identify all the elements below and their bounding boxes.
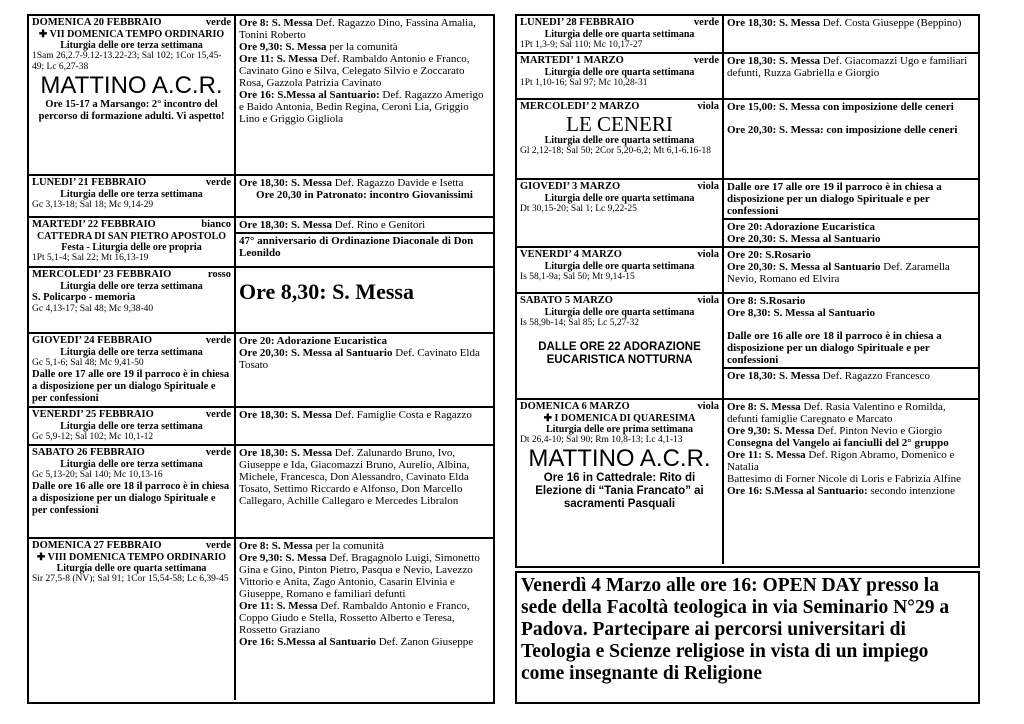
readings: Is 58,1-9a; Sal 50; Mt 9,14-15 xyxy=(520,272,635,282)
liturgy-week: Liturgia delle ore quarta settimana xyxy=(544,193,695,204)
liturgical-color: viola xyxy=(697,401,719,412)
day-header xyxy=(32,177,231,189)
event-line xyxy=(727,124,975,136)
readings: 1Pt 5,1-4; Sal 22; Mt 16,13-19 xyxy=(32,253,149,263)
event-intention: Def. Giacomazzi Ugo e familiari defunti, Ruzza Gabriella e Giorgio xyxy=(727,55,968,79)
events-list xyxy=(236,334,493,406)
event-intention: Def. Cavinato Elda Tosato xyxy=(239,347,480,371)
event-line xyxy=(239,636,490,648)
day-info xyxy=(29,408,236,444)
day-date: MARTEDI’ 1 MARZO xyxy=(520,55,624,66)
day-date: MARTEDI’ 22 FEBBRAIO xyxy=(32,219,156,230)
event-intention: Def. Zalunardo Bruno, Ivo, Giuseppe e Ida, Giacomazzi Bruno, Aurelio, Albina, Michele, Francesca, Don Alessandro, Cavinato Elda Tosato, Settimo Riccardo e Alfonso, Don Marcello Callegaro, Achille Callegaro e Mercedes Libralon xyxy=(239,447,470,507)
saint-memorial: S. Policarpo - memoria xyxy=(32,292,136,303)
event-mass: S. Messa xyxy=(282,41,327,53)
day-date: VENERDI’ 4 MARZO xyxy=(520,249,622,260)
event-line xyxy=(727,295,975,307)
event-time: Ore 18,30: xyxy=(239,219,289,231)
day-header xyxy=(520,17,719,29)
event-line xyxy=(727,307,975,319)
day-info xyxy=(517,248,724,292)
event-line xyxy=(239,177,490,189)
event-time: Consegna del Vangelo ai fanciulli del 2° gruppo xyxy=(727,437,949,449)
day-feast-title: LE CENERI xyxy=(566,112,673,136)
events-list xyxy=(724,400,978,564)
day-header xyxy=(520,249,719,261)
day-date: DOMENICA 20 FEBBRAIO xyxy=(32,17,162,28)
readings: 1Pt 1,3-9; Sal 110; Mc 10,17-27 xyxy=(520,40,643,50)
liturgical-color: verde xyxy=(205,540,231,551)
liturgical-color: viola xyxy=(697,249,719,260)
event-intention: Def. Pinton Nevio e Giorgio xyxy=(814,425,943,437)
day-info xyxy=(29,334,236,406)
event-line xyxy=(239,552,490,600)
event-line xyxy=(727,249,975,261)
event-time: Ore 8: xyxy=(239,17,270,29)
cross-icon: ✚ xyxy=(36,552,46,563)
day-date: SABATO 5 MARZO xyxy=(520,295,613,306)
events-list xyxy=(236,539,493,700)
event-intention: per la comunità xyxy=(312,540,384,552)
event-line xyxy=(727,485,975,497)
event-line xyxy=(727,261,975,285)
day-date: SABATO 26 FEBBRAIO xyxy=(32,447,145,458)
event-time: Ore 8: xyxy=(239,540,270,552)
right-day-row-5 xyxy=(517,294,978,400)
right-day-row-0 xyxy=(517,16,978,54)
event-mass: S. Messa xyxy=(288,409,332,421)
event-time: Ore 20,30 in Patronato: incontro Giovanissimi xyxy=(256,189,473,201)
day-header xyxy=(520,55,719,67)
readings: Gl 2,12-18; Sal 50; 2Cor 5,20-6,2; Mt 6,1-6.16-18 xyxy=(520,146,712,156)
event-line xyxy=(727,401,975,425)
readings: Gc 5,9-12; Sal 102; Mc 10,1-12 xyxy=(32,432,154,442)
event-time: Ore 8: S.Rosario xyxy=(727,295,806,307)
event-line xyxy=(239,17,490,41)
day-info xyxy=(29,218,236,266)
event-line xyxy=(239,447,490,507)
left-day-row-3 xyxy=(29,268,493,334)
event-intention: Def. Rambaldo Antonio e Franco, Coppo Giudo e Stella, Rossetto Alberto e Teresa, Rossetto Graziano xyxy=(239,600,470,636)
day-info xyxy=(29,446,236,537)
day-header xyxy=(520,401,719,413)
event-intention: Def. Ragazzo Francesco xyxy=(820,370,930,382)
event-time: Ore 18,30: xyxy=(727,370,777,382)
event-mass: S. Messa xyxy=(776,55,820,67)
day-header xyxy=(32,447,231,459)
right-day-row-3 xyxy=(517,180,978,248)
cross-icon: ✚ xyxy=(543,413,553,424)
event-intention: Def. Bragagnolo Luigi, Simonetto Gina e Gino, Pinton Pietro, Pasqua e Nevio, Lavezzo Vittorio e Anita, Zago Antonio, Casarin Elvinia e Giuseppe, Romano e familiari defunti xyxy=(239,552,480,600)
day-date: DOMENICA 27 FEBBRAIO xyxy=(32,540,162,551)
event-time: Ore 16: xyxy=(239,636,275,648)
day-note: Dalle ore 16 alle ore 18 il parroco è in chiesa a disposizione per un dialogo Spirituale e per confessioni xyxy=(32,481,230,516)
day-subtitle xyxy=(32,552,231,563)
day-date: GIOVEDI’ 24 FEBBRAIO xyxy=(32,335,152,346)
event-mass: S. Messa xyxy=(288,219,332,231)
event-intention: Def. Ragazzo Dino, Fassina Amalia, Tonini Roberto xyxy=(239,17,476,41)
liturgical-color: verde xyxy=(205,409,231,420)
day-info xyxy=(517,294,724,398)
event-mass: S. Messa xyxy=(757,401,801,413)
liturgical-color: viola xyxy=(697,295,719,306)
readings: Gc 5,1-6; Sal 48; Mc 9,41-50 xyxy=(32,358,144,368)
right-day-row-6 xyxy=(517,400,978,564)
day-info xyxy=(517,180,724,246)
event-line xyxy=(239,335,490,347)
event-line xyxy=(727,233,975,245)
liturgy-week: Liturgia delle ore quarta settimana xyxy=(544,261,695,272)
day-date: GIOVEDI’ 3 MARZO xyxy=(520,181,621,192)
events-list xyxy=(724,100,978,178)
events-list xyxy=(236,408,493,444)
mass-highlight: Ore 8,30: S. Messa xyxy=(239,279,414,304)
liturgical-color: viola xyxy=(697,181,719,192)
event-line xyxy=(239,409,490,421)
day-subtitle-text: I DOMENICA DI QUARESIMA xyxy=(554,413,696,424)
event-time: Ore 9,30: xyxy=(239,552,283,564)
event-time: Dalle ore 17 alle ore 19 il parroco è in chiesa a disposizione per un dialogo Spirituale e per confessioni xyxy=(727,181,942,217)
day-header xyxy=(520,181,719,193)
event-line xyxy=(239,189,490,201)
events-list xyxy=(724,54,978,98)
events-list xyxy=(236,446,493,537)
event-intention: Def. Rino e Genitori xyxy=(332,219,426,231)
day-date: MERCOLEDI’ 23 FEBBRAIO xyxy=(32,269,172,280)
event-intention: per la comunità xyxy=(326,41,398,53)
event-mass: S. Messa xyxy=(269,17,313,29)
event-time: Ore 16: xyxy=(239,89,275,101)
event-line xyxy=(727,55,975,79)
event-intention: Def. Zanon Giuseppe xyxy=(376,636,474,648)
event-time: Ore 20,30: S. Messa al Santuario xyxy=(727,233,881,245)
event-mass: S. Messa xyxy=(288,177,332,189)
liturgical-color: viola xyxy=(697,101,719,112)
left-page xyxy=(27,14,495,704)
event-time: Ore 16: S.Messa al Santuario: xyxy=(727,485,868,497)
left-day-row-7 xyxy=(29,539,493,700)
day-info xyxy=(29,16,236,174)
day-subtitle-text: CATTEDRA DI SAN PIETRO APOSTOLO xyxy=(36,231,227,242)
readings: Dt 30,15-20; Sal 1; Lc 9,22-25 xyxy=(520,204,637,214)
liturgical-color: verde xyxy=(205,17,231,28)
left-day-row-6 xyxy=(29,446,493,539)
day-info xyxy=(517,400,724,564)
event-line xyxy=(727,330,975,366)
event-intention: Def. Rambaldo Antonio e Franco, Cavinato Gino e Silva, Celegato Silvio e Zoccarato Rosa, Gazzola Patrizia Cavinato xyxy=(239,53,470,89)
event-line xyxy=(239,540,490,552)
event-line xyxy=(239,219,490,231)
day-info xyxy=(29,539,236,700)
day-highlight: Ore 16 in Cattedrale: Rito di Elezione di “Tania Francato” ai sacramenti Pasquali xyxy=(535,472,704,510)
day-note: Ore 15-17 a Marsango: 2° incontro del percorso di formazione adulti. Vi aspetto! xyxy=(38,99,225,122)
acr-title: MATTINO A.C.R. xyxy=(528,445,711,472)
day-header xyxy=(32,269,231,281)
events-list xyxy=(724,16,978,52)
open-day-notice: Venerdì 4 Marzo alle ore 16: OPEN DAY presso la sede della Facoltà teologica in via Seminario N°29 a Padova. Partecipare ai percorsi universitari di Teologia e Scienze religiose in vista di un impiego come insegnante di Religione xyxy=(515,571,980,704)
liturgy-week: Liturgia delle ore quarta settimana xyxy=(544,307,695,318)
event-time: Ore 20,30: S. Messa al Santuario xyxy=(727,261,881,273)
liturgical-color: verde xyxy=(693,17,719,28)
liturgy-week: Liturgia delle ore quarta settimana xyxy=(544,67,695,78)
day-date: DOMENICA 6 MARZO xyxy=(520,401,630,412)
day-header xyxy=(32,540,231,552)
liturgy-week: Liturgia delle ore quarta settimana xyxy=(544,29,695,40)
day-header xyxy=(520,295,719,307)
readings: 1Pt 1,10-16; Sal 97; Mc 10,28-31 xyxy=(520,78,648,88)
event-mass: S.Messa al Santuario: xyxy=(274,89,380,101)
event-line xyxy=(727,101,975,113)
day-info xyxy=(29,176,236,216)
day-header xyxy=(32,409,231,421)
event-line xyxy=(239,347,490,371)
liturgy-week: Liturgia delle ore quarta settimana xyxy=(544,135,695,146)
event-time: Ore 20,30: S. Messa al Santuario xyxy=(239,347,393,359)
liturgical-color: bianco xyxy=(201,219,231,230)
liturgical-color: verde xyxy=(205,447,231,458)
cross-icon: ✚ xyxy=(38,29,48,40)
event-line xyxy=(727,181,975,217)
event-mass: S. Messa xyxy=(776,370,820,382)
event-time: 47° anniversario di Ordinazione Diaconale di Don Leonildo xyxy=(239,235,474,259)
event-time: Ore 8,30: S. Messa al Santuario xyxy=(727,307,875,319)
event-time: Ore 20: S.Rosario xyxy=(727,249,811,261)
acr-title: MATTINO A.C.R. xyxy=(40,72,223,99)
event-time: Ore 15,00: S. Messa con imposizione delle ceneri xyxy=(727,101,954,113)
event-line xyxy=(727,437,975,449)
readings: Dt 26,4-10; Sal 90; Rm 10,8-13; Lc 4,1-13 xyxy=(520,435,683,445)
day-subtitle xyxy=(32,29,231,40)
event-time: Ore 20: Adorazione Eucaristica xyxy=(239,335,387,347)
events-list xyxy=(236,218,493,266)
right-day-row-1 xyxy=(517,54,978,100)
day-highlight: DALLE ORE 22 ADORAZIONE EUCARISTICA NOTTURNA xyxy=(538,341,701,366)
event-mass: S. Messa xyxy=(269,540,313,552)
event-time: Ore 9,30: xyxy=(727,425,771,437)
day-info xyxy=(517,100,724,178)
event-line xyxy=(239,41,490,53)
right-day-row-2 xyxy=(517,100,978,180)
event-time: Ore 20,30: S. Messa: con imposizione delle ceneri xyxy=(727,124,958,136)
event-line xyxy=(239,600,490,636)
right-day-row-4 xyxy=(517,248,978,294)
day-date: VENERDI’ 25 FEBBRAIO xyxy=(32,409,154,420)
event-time: Ore 18,30: xyxy=(727,55,777,67)
liturgical-color: rosso xyxy=(207,269,231,280)
readings: Gc 5,13-20; Sal 140; Mc 10,13-16 xyxy=(32,470,163,480)
day-subtitle-text: VII DOMENICA TEMPO ORDINARIO xyxy=(49,29,225,40)
readings: Is 58,9b-14; Sal 85; Lc 5,27-32 xyxy=(520,318,640,328)
liturgy-week: Liturgia delle ore terza settimana xyxy=(60,459,203,470)
event-time: Ore 9,30: xyxy=(239,41,283,53)
readings: Sir 27,5-8 (NV); Sal 91; 1Cor 15,54-58; Lc 6,39-45 xyxy=(32,574,229,584)
event-intention: Def. Ragazzo Amerigo e Baido Antonia, Bedin Regina, Ceroni Lia, Griggio Lino e Griggio Gigliola xyxy=(239,89,484,125)
event-time: Ore 18,30: xyxy=(239,447,289,459)
readings: 1Sam 26,2.7-9.12-13.22-23; Sal 102; 1Cor 15,45-49; Lc 6,27-38 xyxy=(32,51,222,72)
event-time: Ore 8: xyxy=(727,401,758,413)
liturgy-week: Liturgia delle ore terza settimana xyxy=(60,281,203,292)
event-mass: S. Messa xyxy=(273,600,318,612)
left-day-row-4 xyxy=(29,334,493,408)
event-time: Ore 20: Adorazione Eucaristica xyxy=(727,221,875,233)
event-mass: S. Messa xyxy=(282,552,327,564)
liturgy-week: Liturgia delle ore terza settimana xyxy=(60,40,203,51)
left-day-row-0 xyxy=(29,16,493,176)
readings: Gc 4,13-17; Sal 48; Mc 9,38-40 xyxy=(32,304,154,314)
events-list xyxy=(236,16,493,174)
event-time: Ore 11: xyxy=(239,600,274,612)
day-subtitle xyxy=(520,413,719,424)
event-mass: S. Messa xyxy=(770,425,815,437)
event-time: Dalle ore 16 alle ore 18 il parroco è in chiesa a disposizione per un dialogo Spirituale e per confessioni xyxy=(727,330,942,366)
day-header xyxy=(32,17,231,29)
event-line xyxy=(727,473,975,485)
liturgy-week: Liturgia delle ore terza settimana xyxy=(60,421,203,432)
event-mass: S. Messa xyxy=(273,53,318,65)
events-list xyxy=(236,176,493,216)
left-day-row-1 xyxy=(29,176,493,218)
liturgical-color: verde xyxy=(693,55,719,66)
event-mass: S.Messa al Santuario xyxy=(274,636,377,648)
event-intention: Def. Zaramella Nevio, Romano ed Elvira xyxy=(727,261,950,285)
left-day-row-5 xyxy=(29,408,493,446)
liturgical-color: verde xyxy=(205,177,231,188)
event-time: Ore 11: xyxy=(239,53,274,65)
day-note: Dalle ore 17 alle ore 19 il parroco è in chiesa a disposizione per un dialogo Spirituale e per confessioni xyxy=(32,369,230,404)
event-time: Ore 11: xyxy=(727,449,762,461)
liturgy-week: Liturgia delle ore terza settimana xyxy=(60,347,203,358)
liturgy-week: Liturgia delle ore prima settimana xyxy=(545,424,694,435)
event-line xyxy=(724,218,978,233)
event-line xyxy=(236,232,493,259)
left-day-row-2 xyxy=(29,218,493,268)
readings: Gc 3,13-18; Sal 18; Mc 9,14-29 xyxy=(32,200,154,210)
event-line xyxy=(239,89,490,125)
event-time: Ore 18,30: xyxy=(727,17,777,29)
day-info xyxy=(517,16,724,52)
event-mass: S. Messa xyxy=(776,17,820,29)
event-line xyxy=(727,17,975,29)
event-time: Ore 18,30: xyxy=(239,409,289,421)
event-line xyxy=(727,425,975,437)
events-list xyxy=(724,294,978,398)
event-line xyxy=(727,449,975,473)
day-header xyxy=(32,335,231,347)
event-mass: S. Messa xyxy=(761,449,806,461)
day-date: LUNEDI’ 21 FEBBRAIO xyxy=(32,177,147,188)
event-intention: Def. Rigon Abramo, Domenico e Natalia xyxy=(727,449,955,473)
event-intention: Battesimo di Forner Nicole di Loris e Fabrizia Alfine xyxy=(727,473,962,485)
day-date: LUNEDI’ 28 FEBBRAIO xyxy=(520,17,635,28)
event-line xyxy=(239,53,490,89)
event-line xyxy=(724,367,978,382)
right-page xyxy=(515,14,980,704)
event-intention: Def. Costa Giuseppe (Beppino) xyxy=(820,17,962,29)
day-date: MERCOLEDI’ 2 MARZO xyxy=(520,101,640,112)
event-intention: Def. Rasia Valentino e Romilda, defunti famiglie Caregnato e Marcato xyxy=(727,401,946,425)
liturgical-color: verde xyxy=(205,335,231,346)
event-intention: Def. Ragazzo Davide e Isetta xyxy=(332,177,464,189)
liturgy-week: Liturgia delle ore quarta settimana xyxy=(56,563,207,574)
day-subtitle-text: VIII DOMENICA TEMPO ORDINARIO xyxy=(47,552,227,563)
events-list xyxy=(236,268,493,332)
events-list xyxy=(724,248,978,292)
day-info xyxy=(517,54,724,98)
day-info xyxy=(29,268,236,332)
right-schedule-table xyxy=(515,14,980,568)
liturgy-week: Festa - Liturgia delle ore propria xyxy=(61,242,202,253)
events-list xyxy=(724,180,978,246)
event-intention: secondo intenzione xyxy=(867,485,956,497)
day-header xyxy=(32,219,231,231)
event-time: Ore 18,30: xyxy=(239,177,289,189)
event-intention: Def. Famiglie Costa e Ragazzo xyxy=(332,409,472,421)
day-subtitle xyxy=(32,231,231,242)
event-mass: S. Messa xyxy=(288,447,332,459)
liturgy-week: Liturgia delle ore terza settimana xyxy=(60,189,203,200)
